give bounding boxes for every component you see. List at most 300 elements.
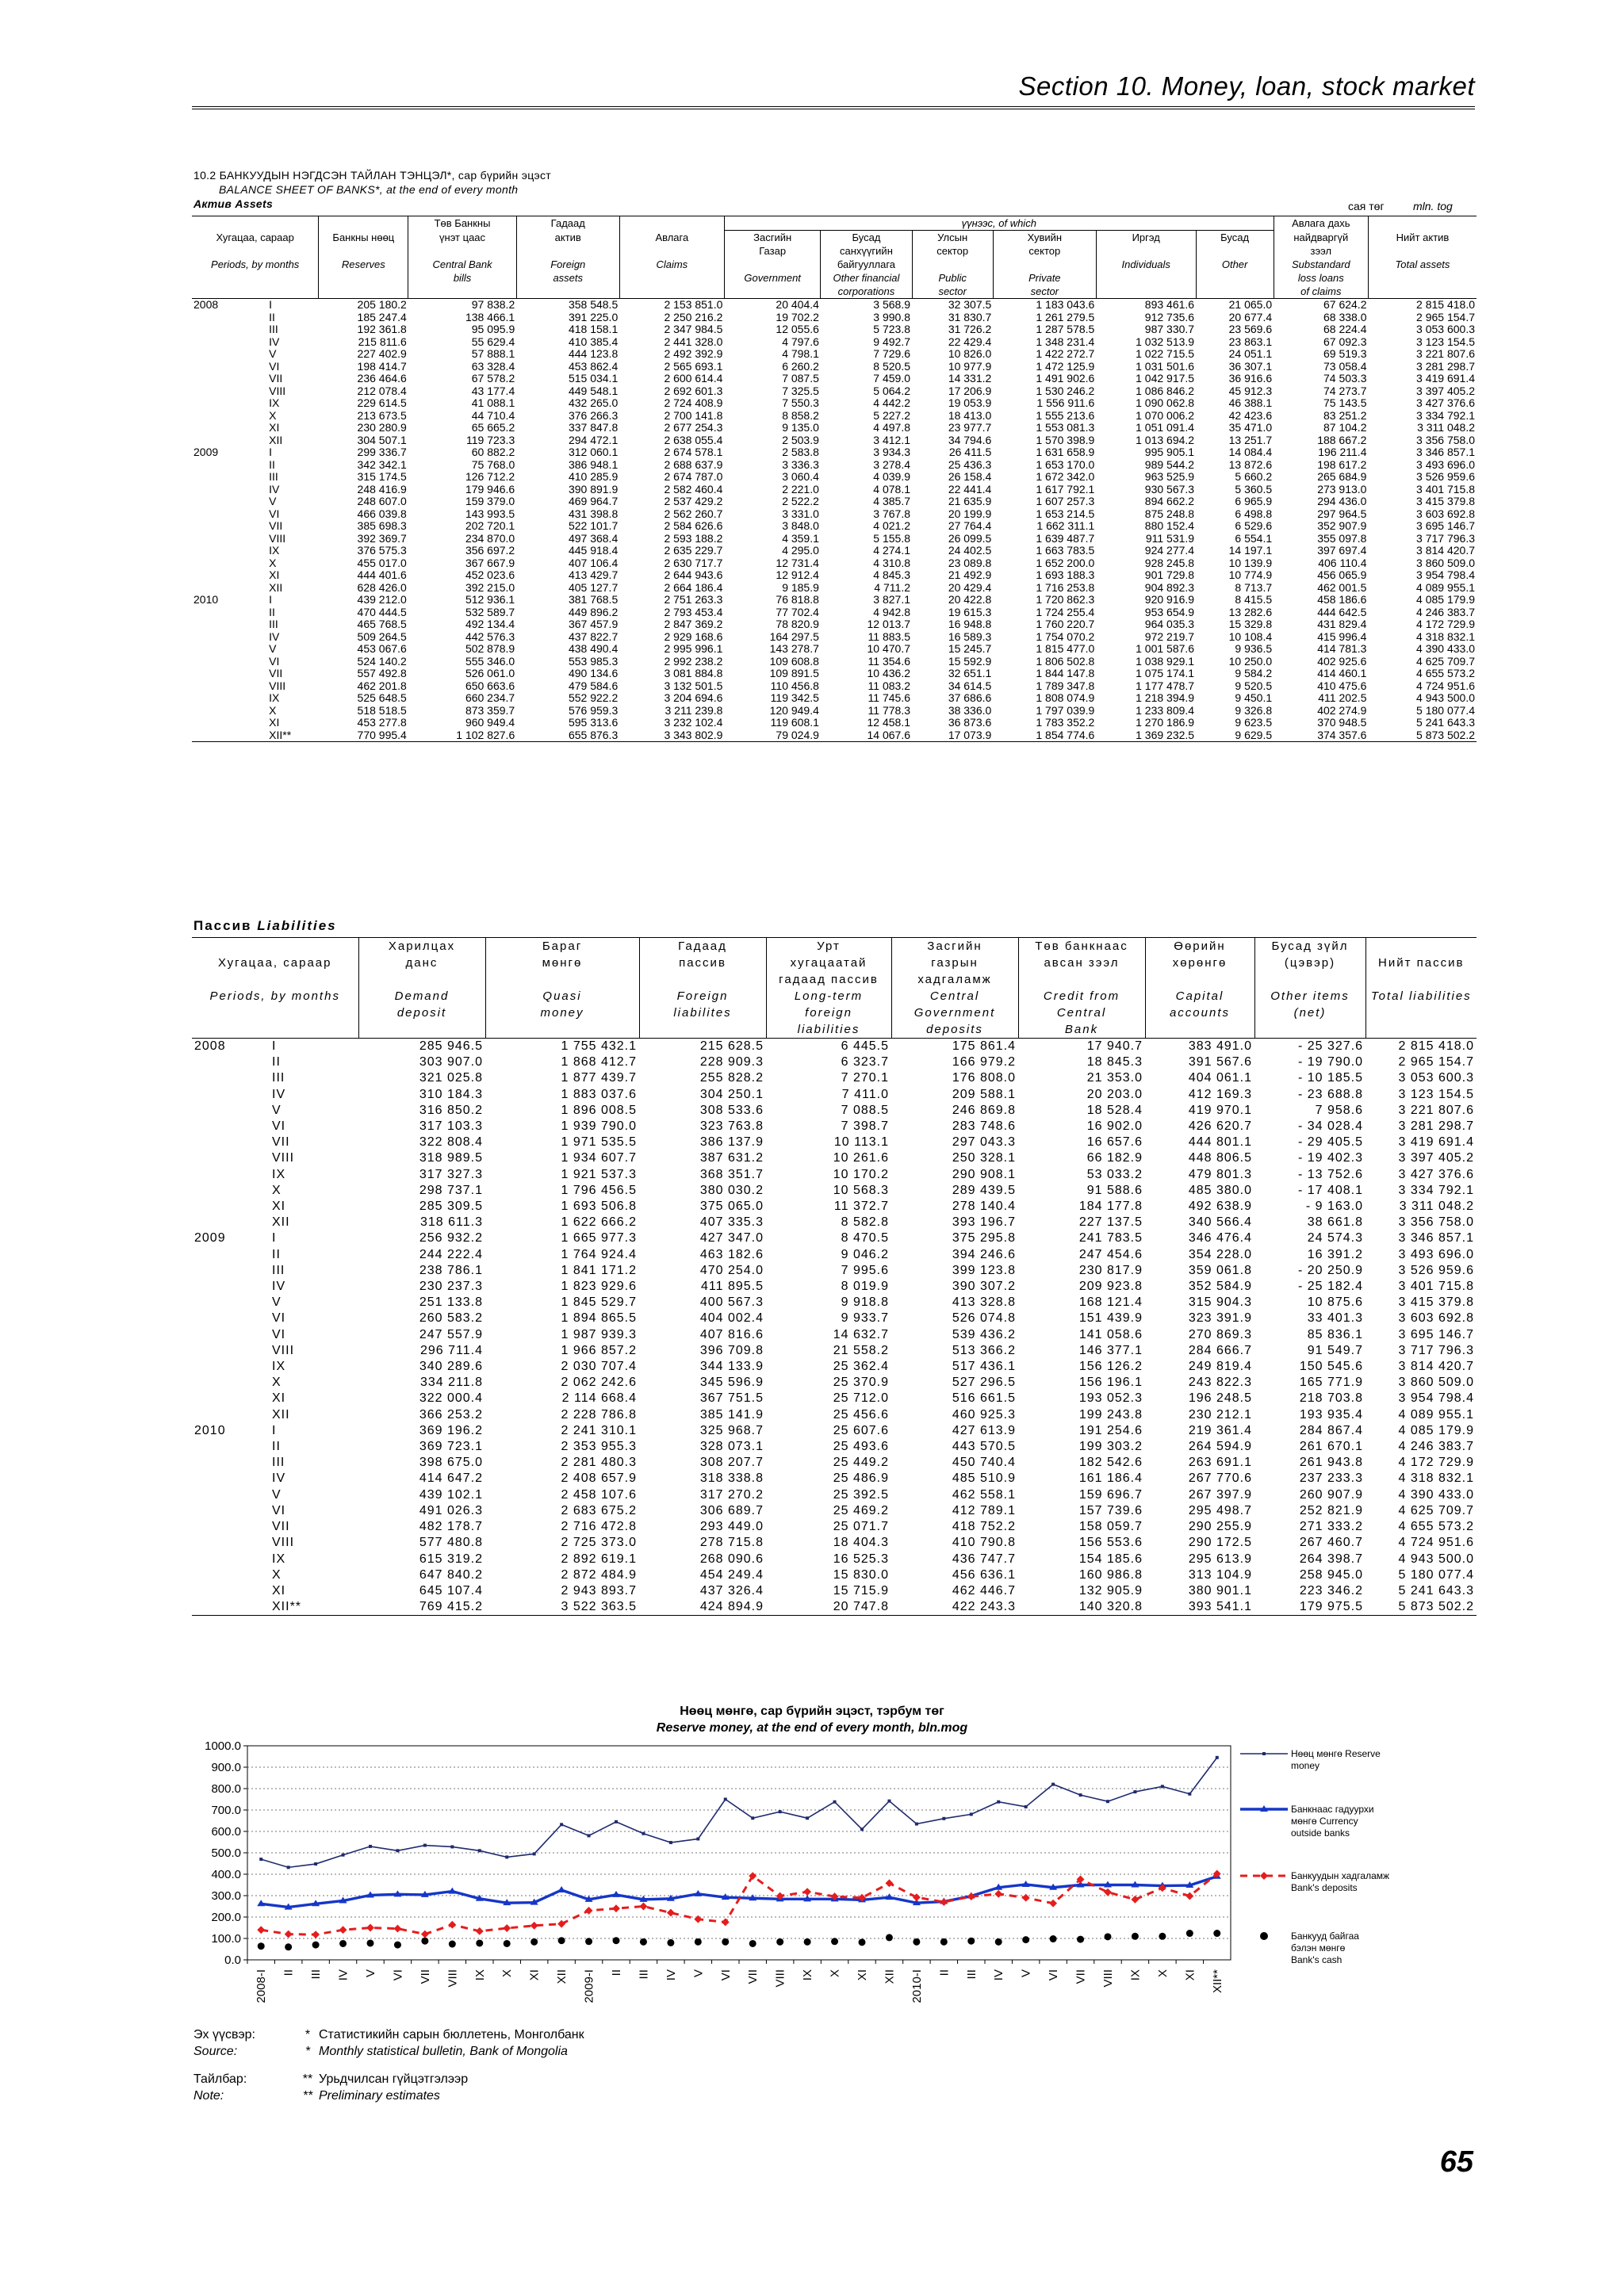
value-cell: 462 201.8 xyxy=(357,679,407,692)
value-cell: 83 251.2 xyxy=(1323,408,1367,422)
point-bank-cash xyxy=(1132,1933,1139,1940)
x-tick-label: XI xyxy=(527,1969,542,1981)
liab-row xyxy=(192,1423,1477,1439)
legend-label: outside banks xyxy=(1291,1827,1350,1839)
value-cell: 76 818.8 xyxy=(776,593,819,606)
value-cell: 422 243.3 xyxy=(952,1600,1016,1614)
value-cell: 38 661.8 xyxy=(1307,1215,1363,1230)
value-cell: 452 023.6 xyxy=(465,568,515,581)
value-cell: 3 281 298.7 xyxy=(1398,1119,1474,1134)
value-cell: 1 022 715.5 xyxy=(1136,347,1195,360)
value-cell: 911 531.9 xyxy=(1145,531,1195,545)
value-cell: 16 948.8 xyxy=(948,618,992,630)
value-cell: 322 000.4 xyxy=(419,1391,483,1406)
value-cell: 21 635.9 xyxy=(948,495,992,507)
x-tick-label: IV xyxy=(992,1969,1006,1981)
value-cell: 2 847 369.2 xyxy=(664,618,723,630)
value-cell: 238 786.1 xyxy=(419,1263,483,1277)
month-cell: X xyxy=(269,408,277,422)
value-cell: 1 754 070.2 xyxy=(1036,629,1095,643)
value-cell: 455 017.0 xyxy=(357,556,407,569)
point-bank-cash xyxy=(613,1937,620,1944)
value-cell: 553 985.3 xyxy=(568,654,619,668)
value-cell: 4 625 709.7 xyxy=(1398,1503,1474,1517)
value-cell: 412 789.1 xyxy=(952,1503,1016,1517)
month-cell: XI xyxy=(269,421,280,434)
value-cell: 264 398.7 xyxy=(1299,1552,1363,1566)
value-cell: 161 186.4 xyxy=(1078,1471,1143,1486)
y-tick-label: 400.0 xyxy=(211,1868,241,1881)
value-cell: 1 921 537.3 xyxy=(561,1167,637,1181)
value-cell: 479 801.3 xyxy=(1188,1167,1252,1181)
value-cell: 2 537 429.2 xyxy=(664,495,723,507)
value-cell: 1 472 125.9 xyxy=(1036,359,1095,373)
legend-point xyxy=(1262,1752,1266,1755)
y-tick-label: 0.0 xyxy=(224,1954,241,1967)
value-cell: 25 607.6 xyxy=(833,1423,889,1437)
value-cell: 2 221.0 xyxy=(782,482,819,496)
point-reserve-money xyxy=(287,1866,290,1869)
value-cell: 444 801.1 xyxy=(1188,1135,1252,1150)
value-cell: 315 174.5 xyxy=(357,470,407,483)
value-cell: 11 778.3 xyxy=(868,703,910,717)
value-cell: 38 336.0 xyxy=(948,703,992,717)
y-tick-label: 200.0 xyxy=(211,1911,241,1924)
value-cell: 445 918.4 xyxy=(568,544,619,557)
assets-row xyxy=(192,299,1477,312)
liab-row xyxy=(192,1279,1477,1295)
point-bank-cash xyxy=(859,1938,866,1946)
value-cell: 16 902.0 xyxy=(1086,1119,1143,1134)
value-cell: 3 568.9 xyxy=(873,298,910,311)
point-reserve-money xyxy=(314,1862,317,1866)
value-cell: 1 038 929.1 xyxy=(1136,654,1195,668)
value-cell: 3 493 696.0 xyxy=(1416,457,1475,471)
year-cell: 2010 xyxy=(193,593,219,606)
value-cell: 213 673.5 xyxy=(357,408,407,422)
value-cell: 380 901.1 xyxy=(1188,1583,1252,1598)
x-tick-label: III xyxy=(964,1969,979,1980)
value-cell: 406 110.4 xyxy=(1318,556,1367,569)
value-cell: 5 360.5 xyxy=(1235,482,1273,496)
assets-row xyxy=(192,607,1477,619)
value-cell: 367 751.5 xyxy=(699,1391,764,1406)
assets-row xyxy=(192,312,1477,324)
assets-row xyxy=(192,668,1477,680)
value-cell: 11 745.6 xyxy=(868,691,910,704)
value-cell: 427 613.9 xyxy=(952,1423,1016,1437)
series-line-currency-outside-banks xyxy=(261,1877,1217,1908)
value-cell: 418 752.2 xyxy=(952,1520,1016,1534)
point-bank-deposits xyxy=(530,1922,538,1930)
month-cell: XII xyxy=(272,1407,290,1422)
value-cell: 3 954 798.4 xyxy=(1398,1391,1474,1406)
value-cell: 1 971 535.5 xyxy=(561,1135,637,1150)
assets-row xyxy=(192,680,1477,693)
value-cell: 8 019.9 xyxy=(841,1280,889,1294)
value-cell: 462 446.7 xyxy=(952,1583,1016,1598)
value-cell: 414 647.2 xyxy=(419,1471,483,1486)
value-cell: 960 949.4 xyxy=(465,716,515,729)
year-cell xyxy=(192,1583,270,1599)
value-cell: 3 331.0 xyxy=(782,507,819,520)
value-cell: 1 553 081.3 xyxy=(1036,421,1095,434)
x-tick-label: X xyxy=(828,1969,842,1978)
point-bank-cash xyxy=(421,1938,428,1945)
year-cell xyxy=(192,1567,270,1583)
value-cell: - 20 250.9 xyxy=(1297,1263,1363,1277)
liabilities-table: Харилцах Бараг Гадаад Урт Засгийн Төв банкнаас Өөрийн Бусад зүйл Хугацаа, сараар данс мөнгө пассив хугацаатай газрын авсан зээл хөрөнгө (цэвэр) Нийт пассив гадаад пассив хадгаламж Periods, by months Demand Quasi Foreign Long-term Central Credit from Capital Other items Total liabilities deposit money liabilites foreign Government Central accounts (net) liabilities deposits Bank 2008 I 285 946.5 1 755 432.1 215 628.5 6 445.5 175 861.4 17 940.7 383 491.0 - 25 327.6 2 815 418.0 II 303 907.0 1 868 412.7 228 909.3 6 323.7 166 979.2 18 845.3 391 567.6 - 19 790.0 2 965 154.7 III 321 025.8 1 877 439.7 255 828.2 7 270.1 176 808.0 21 353.0 404 061.1 - 10 185.5 3 053 600.3 IV 310 184.3 1 883 037.6 304 250.1 7 411.0 209 588.1 20 203.0 412 169.3 - 23 688.8 3 123 154.5 V 316 850.2 1 896 008.5 308 533.6 7 088.5 246 869.8 18 528.4 419 970.1 7 958.6 3 221 807.6 VI 317 103.3 1 939 790.0 323 763.8 7 398.7 283 748.6 16 902.0 426 620.7 - 34 028.4 3 281 298.7 VII 322 808.4 1 971 535.5 386 137.9 10 113.1 297 043.3 16 657.6 444 801.1 - 29 405.5 3 419 691.4 VIII 318 989.5 1 934 607.7 387 631.2 10 261.6 250 328.1 66 182.9 448 806.5 - 19 402.3 3 397 405.2 IX 317 327.3 1 921 537.3 368 351.7 10 170.2 290 908.1 53 033.2 479 801.3 - 13 752.6 3 427 376.6 X 298 737.1 1 796 456.5 380 030.2 10 568.3 289 439.5 91 588.6 485 380.0 - 17 408.1 3 334 792.1 XI 285 309.5 1 693 506.8 375 065.0 11 372.7 278 140.4 184 177.8 492 638.9 - 9 163.0 3 311 048.2 XII 318 611.3 1 622 666.2 407 335.3 8 582.8 393 196.7 227 137.5 340 566.4 38 661.8 3 356 758.0 2009 I 256 932.2 1 665 977.3 427 347.0 8 470.5 375 295.8 241 783.5 346 476.4 24 574.3 3 346 857.1 II 244 222.4 1 764 924.4 463 182.6 9 046.2 394 246.6 247 454.6 354 228.0 16 391.2 3 493 696.0 III 238 786.1 1 841 171.2 470 254.0 7 995.6 399 123.8 230 817.9 359 061.8 - 20 250.9 3 526 959.6 IV 230 237.3 1 823 929.6 411 895.5 8 019.9 390 307.2 209 923.8 352 584.9 - 25 182.4 3 401 715.8 V 251 133.8 1 845 529.7 400 567.3 9 918.8 413 328.8 168 121.4 315 904.3 10 875.6 3 415 379.8 VI 260 583.2 1 894 865.5 404 002.4 9 933.7 526 074.8 151 439.9 323 391.9 33 401.3 3 603 692.8 VI 247 557.9 1 987 939.3 407 816.6 14 632.7 539 436.2 141 058.6 270 869.3 85 836.1 3 695 146.7 VIII 296 711.4 1 966 857.2 396 709.8 21 558.2 513 366.2 146 377.1 284 666.7 91 549.7 3 717 796.3 IX 340 289.6 2 030 707.4 344 133.9 25 362.4 517 436.1 156 126.2 249 819.4 150 545.6 3 814 420.7 X 334 211.8 2 062 242.6 345 596.9 25 370.9 527 296.5 156 196.1 243 822.3 165 771.9 3 860 509.0 XI 322 000.4 2 114 668.4 367 751.5 25 712.0 516 661.5 193 052.3 196 248.5 218 703.8 3 954 798.4 XII 366 253.2 2 228 786.8 385 141.9 25 456.6 460 925.3 199 243.8 230 212.1 193 935.4 4 089 955.1 2010 I 369 196.2 2 241 310.1 325 968.7 25 607.6 427 613.9 191 254.6 219 361.4 284 867.4 4 085 179.9 II 369 723.1 2 353 955.3 328 073.1 25 493.6 443 570.5 199 303.2 264 594.9 261 670.1 4 246 383.7 III 398 675.0 2 281 480.3 308 207.7 25 449.2 450 740.4 182 542.6 263 691.1 261 943.8 4 172 729.9 IV 414 647.2 2 408 657.9 318 338.8 25 486.9 485 510.9 161 186.4 267 770.6 237 233.3 4 318 832.1 V 439 102.1 2 458 107.6 317 270.2 25 392.5 462 558.1 159 696.7 267 397.9 260 907.9 4 390 433.0 VI 491 026.3 2 683 675.2 306 689.7 25 469.2 412 789.1 157 739.6 295 498.7 252 821.9 4 625 709.7 VII 482 178.7 2 716 472.8 293 449.0 25 071.7 418 752.2 158 059.7 290 255.9 271 333.2 4 655 573.2 VIII 577 480.8 2 725 373.0 278 715.8 18 404.3 410 790.8 156 553.6 290 172.5 267 460.7 4 724 951.6 IX 615 319.2 2 892 619.1 268 090.6 16 525.3 436 747.7 154 185.6 295 613.9 264 398.7 4 943 500.0 X 647 840.2 2 872 484.9 454 249.4 15 830.0 456 636.1 160 986.8 313 104.9 258 945.0 5 180 077.4 XI 645 107.4 2 943 893.7 437 326.4 15 715.9 462 446.7 132 905.9 380 901.1 223 346.2 5 241 643.3 XII** 769 415.2 3 522 363.5 424 894.9 20 747.8 422 243.3 140 320.8 393 541.1 179 975.5 5 873 502.2 xyxy=(192,937,1477,1616)
month-cell: VI xyxy=(269,654,280,668)
value-cell: 453 067.6 xyxy=(357,642,407,655)
value-cell: 2 751 263.3 xyxy=(664,593,723,606)
value-cell: 293 449.0 xyxy=(699,1520,764,1534)
point-reserve-money xyxy=(669,1841,672,1844)
value-cell: 443 570.5 xyxy=(952,1440,1016,1454)
value-cell: 393 196.7 xyxy=(952,1215,1016,1230)
month-cell: X xyxy=(269,703,277,717)
value-cell: 7 411.0 xyxy=(841,1087,889,1101)
value-cell: 924 277.4 xyxy=(1144,544,1195,557)
value-cell: 340 289.6 xyxy=(419,1360,483,1374)
value-cell: 2 929 168.6 xyxy=(664,629,723,643)
value-cell: 230 212.1 xyxy=(1188,1407,1252,1422)
value-cell: 444 401.6 xyxy=(357,568,407,581)
value-cell: 3 204 694.6 xyxy=(664,691,723,704)
value-cell: 219 361.4 xyxy=(1188,1423,1252,1437)
value-cell: 577 480.8 xyxy=(419,1536,483,1550)
liab-row xyxy=(192,1407,1477,1423)
year-cell xyxy=(192,668,258,680)
value-cell: 407 335.3 xyxy=(699,1215,764,1230)
point-reserve-money xyxy=(1216,1756,1219,1759)
value-cell: 647 840.2 xyxy=(419,1567,483,1582)
value-cell: 405 127.7 xyxy=(568,580,619,594)
year-cell xyxy=(192,1167,270,1183)
value-cell: 1 693 188.3 xyxy=(1036,568,1095,581)
assets-row xyxy=(192,557,1477,570)
value-cell: 4 943 500.0 xyxy=(1416,691,1475,704)
value-cell: 2 062 242.6 xyxy=(561,1376,637,1390)
value-cell: 527 296.5 xyxy=(952,1376,1016,1390)
x-tick-label: IV xyxy=(664,1969,678,1981)
value-cell: 218 703.8 xyxy=(1299,1391,1363,1406)
liab-row xyxy=(192,1230,1477,1246)
value-cell: 265 684.9 xyxy=(1317,470,1367,483)
value-cell: 650 663.6 xyxy=(465,679,515,692)
value-cell: 164 297.5 xyxy=(769,629,819,643)
value-cell: 9 135.0 xyxy=(782,421,819,434)
month-cell: III xyxy=(272,1263,285,1277)
value-cell: 271 333.2 xyxy=(1299,1520,1363,1534)
value-cell: 223 346.2 xyxy=(1299,1583,1363,1598)
value-cell: 10 977.9 xyxy=(948,359,992,373)
value-cell: 182 542.6 xyxy=(1078,1456,1143,1470)
x-tick-label: VII xyxy=(1074,1969,1088,1984)
value-cell: 284 666.7 xyxy=(1188,1343,1252,1357)
month-cell: IV xyxy=(272,1087,286,1101)
value-cell: 192 361.8 xyxy=(357,323,407,335)
value-cell: 290 908.1 xyxy=(952,1167,1016,1181)
value-cell: 3 415 379.8 xyxy=(1416,495,1475,507)
value-cell: 158 059.7 xyxy=(1078,1520,1143,1534)
value-cell: 3 356 758.0 xyxy=(1398,1215,1474,1230)
value-cell: 10 261.6 xyxy=(833,1151,889,1165)
value-cell: 157 739.6 xyxy=(1078,1503,1143,1517)
value-cell: 2 600 614.4 xyxy=(664,372,723,385)
value-cell: 3 211 239.8 xyxy=(665,703,723,717)
value-cell: 1 652 200.0 xyxy=(1036,556,1095,569)
month-cell: XI xyxy=(269,568,280,581)
liab-row xyxy=(192,1263,1477,1279)
month-cell: IX xyxy=(272,1167,286,1181)
month-cell: VI xyxy=(272,1327,286,1341)
value-cell: 1 987 939.3 xyxy=(561,1327,637,1341)
value-cell: 5 660.2 xyxy=(1235,470,1273,483)
value-cell: 179 975.5 xyxy=(1299,1600,1363,1614)
value-cell: 1 622 666.2 xyxy=(561,1215,637,1230)
value-cell: 2 965 154.7 xyxy=(1416,310,1475,323)
month-cell: II xyxy=(269,310,275,323)
liab-row xyxy=(192,1567,1477,1583)
point-bank-cash xyxy=(504,1940,511,1947)
value-cell: 67 624.2 xyxy=(1323,298,1367,311)
value-cell: 9 629.5 xyxy=(1235,728,1273,741)
value-cell: 386 948.1 xyxy=(568,457,619,471)
value-cell: 526 061.0 xyxy=(465,667,515,679)
value-cell: 227 402.9 xyxy=(357,347,407,360)
value-cell: 176 808.0 xyxy=(952,1071,1016,1085)
value-cell: 261 670.1 xyxy=(1299,1440,1363,1454)
point-reserve-money xyxy=(887,1800,891,1803)
month-cell: IV xyxy=(272,1280,286,1294)
point-bank-cash xyxy=(1077,1936,1084,1943)
value-cell: 4 797.6 xyxy=(782,335,819,348)
month-cell: III xyxy=(272,1071,285,1085)
value-cell: 398 675.0 xyxy=(419,1456,483,1470)
month-cell: VI xyxy=(269,507,280,520)
value-cell: 3 848.0 xyxy=(782,519,819,532)
value-cell: 325 968.7 xyxy=(699,1423,764,1437)
value-cell: 1 348 231.4 xyxy=(1036,335,1095,348)
value-cell: 308 207.7 xyxy=(699,1456,764,1470)
year-cell xyxy=(192,643,258,656)
value-cell: 318 989.5 xyxy=(419,1151,483,1165)
value-cell: 374 357.6 xyxy=(1317,728,1367,741)
value-cell: 1 894 865.5 xyxy=(561,1311,637,1326)
value-cell: 491 026.3 xyxy=(419,1503,483,1517)
point-bank-deposits xyxy=(1022,1894,1030,1902)
year-cell xyxy=(192,1535,270,1551)
value-cell: 2 630 717.7 xyxy=(664,556,723,569)
value-cell: 25 071.7 xyxy=(833,1520,889,1534)
value-cell: 516 661.5 xyxy=(952,1391,1016,1406)
value-cell: 1 724 255.4 xyxy=(1036,605,1095,618)
value-cell: 470 254.0 xyxy=(699,1263,764,1277)
value-cell: 248 607.0 xyxy=(357,495,407,507)
value-cell: 22 429.4 xyxy=(948,335,992,348)
value-cell: 14 067.6 xyxy=(867,728,910,741)
value-cell: 4 310.8 xyxy=(873,556,910,569)
value-cell: 444 123.8 xyxy=(568,347,619,360)
value-cell: 557 492.8 xyxy=(357,667,407,679)
value-cell: 66 182.9 xyxy=(1086,1151,1143,1165)
point-bank-cash xyxy=(967,1938,975,1945)
value-cell: 37 686.6 xyxy=(948,691,992,704)
assets-row xyxy=(192,717,1477,729)
year-cell xyxy=(192,1599,270,1616)
year-cell xyxy=(192,680,258,693)
point-reserve-money xyxy=(1188,1793,1191,1796)
value-cell: 437 822.7 xyxy=(568,629,619,643)
value-cell: 518 518.5 xyxy=(357,703,407,717)
point-reserve-money xyxy=(724,1798,727,1801)
value-cell: 376 575.3 xyxy=(357,544,407,557)
point-bank-cash xyxy=(530,1938,538,1946)
value-cell: 3 397 405.2 xyxy=(1416,384,1475,397)
value-cell: 386 137.9 xyxy=(699,1135,764,1150)
year-cell xyxy=(192,1295,270,1311)
value-cell: 243 822.3 xyxy=(1188,1376,1252,1390)
value-cell: 126 712.2 xyxy=(465,470,515,483)
value-cell: 1 797 039.9 xyxy=(1036,703,1095,717)
value-cell: 1 764 924.4 xyxy=(561,1247,637,1261)
value-cell: 4 085 179.9 xyxy=(1398,1423,1474,1437)
month-cell: II xyxy=(269,605,275,618)
month-cell: XI xyxy=(272,1200,286,1214)
value-cell: 413 328.8 xyxy=(952,1295,1016,1310)
value-cell: 964 035.3 xyxy=(1144,618,1195,630)
year-cell xyxy=(192,631,258,644)
year-cell xyxy=(192,385,258,398)
value-cell: 17 206.9 xyxy=(948,384,992,397)
value-cell: 68 224.4 xyxy=(1323,323,1367,335)
value-cell: 258 945.0 xyxy=(1299,1567,1363,1582)
assets-row xyxy=(192,643,1477,656)
value-cell: 8 582.8 xyxy=(841,1215,889,1230)
assets-row xyxy=(192,618,1477,631)
value-cell: 3 990.8 xyxy=(873,310,910,323)
assets-row xyxy=(192,397,1477,410)
value-cell: 2 674 787.0 xyxy=(664,470,723,483)
value-cell: 419 970.1 xyxy=(1188,1103,1252,1117)
value-cell: 12 013.7 xyxy=(867,618,910,630)
value-cell: 470 444.5 xyxy=(357,605,407,618)
caption-mn: 10.2 БАНКУУДЫН НЭГДСЭН ТАЙЛАН ТЭНЦЭЛ*, сар бүрийн эцэст xyxy=(193,169,551,182)
point-bank-deposits xyxy=(694,1915,702,1923)
value-cell: 184 177.8 xyxy=(1078,1200,1143,1214)
value-cell: 392 369.7 xyxy=(357,531,407,545)
assets-row xyxy=(192,459,1477,472)
year-cell xyxy=(192,459,258,472)
point-bank-deposits xyxy=(612,1904,620,1912)
point-bank-cash xyxy=(722,1938,729,1946)
value-cell: 304 507.1 xyxy=(357,433,407,446)
value-cell: 2 872 484.9 xyxy=(561,1567,637,1582)
footnotes: Эх үүсвэр: * Статистикийн сарын бюллетень, Монголбанк Source: * Monthly statistical bulletin, Bank of Mongolia Тайлбар: ** Урьдчилсан гүйцэтгэлээр Note: ** Preliminary estimates xyxy=(193,2028,584,2103)
value-cell: 453 862.4 xyxy=(568,359,619,373)
value-cell: 5 723.8 xyxy=(873,323,910,335)
month-cell: XI xyxy=(269,716,280,729)
year-cell xyxy=(192,1375,270,1391)
point-reserve-money xyxy=(396,1849,399,1852)
value-cell: 1 369 232.5 xyxy=(1136,728,1195,741)
year-cell xyxy=(192,373,258,385)
value-cell: 4 943 500.0 xyxy=(1398,1552,1474,1566)
assets-row xyxy=(192,520,1477,533)
value-cell: 25 712.0 xyxy=(833,1391,889,1406)
value-cell: 7 398.7 xyxy=(841,1119,889,1134)
assets-row xyxy=(192,336,1477,349)
value-cell: 230 280.9 xyxy=(357,421,407,434)
value-cell: 466 039.8 xyxy=(357,507,407,520)
value-cell: 3 717 796.3 xyxy=(1416,531,1475,545)
year-cell xyxy=(192,1247,270,1263)
value-cell: 367 667.9 xyxy=(465,556,515,569)
value-cell: 11 883.5 xyxy=(868,629,910,643)
value-cell: 3 401 715.8 xyxy=(1416,482,1475,496)
x-tick-label: X xyxy=(1155,1969,1170,1978)
point-reserve-money xyxy=(970,1812,973,1816)
value-cell: 3 336.3 xyxy=(782,457,819,471)
year-cell xyxy=(192,1054,270,1070)
value-cell: 1 653 170.0 xyxy=(1036,457,1095,471)
x-tick-label: VIII xyxy=(1101,1969,1115,1988)
x-tick-label: V xyxy=(691,1969,706,1978)
value-cell: 283 748.6 xyxy=(952,1119,1016,1134)
value-cell: 492 638.9 xyxy=(1188,1200,1252,1214)
value-cell: 63 328.4 xyxy=(471,359,515,373)
point-reserve-money xyxy=(806,1816,809,1820)
x-tick-label: IX xyxy=(473,1969,487,1981)
value-cell: 323 763.8 xyxy=(699,1119,764,1134)
reserve-money-chart xyxy=(198,1736,1483,2006)
y-tick-label: 1000.0 xyxy=(205,1739,241,1753)
value-cell: 34 614.5 xyxy=(948,679,992,692)
x-tick-label: VI xyxy=(1047,1969,1061,1981)
value-cell: 439 102.1 xyxy=(419,1487,483,1502)
value-cell: 6 323.7 xyxy=(841,1055,889,1070)
point-bank-cash xyxy=(940,1938,948,1946)
assets-row xyxy=(192,385,1477,398)
month-cell: V xyxy=(272,1487,282,1502)
liab-row xyxy=(192,1295,1477,1311)
value-cell: 380 030.2 xyxy=(699,1183,764,1197)
value-cell: 4 021.2 xyxy=(873,519,910,532)
value-cell: 25 392.5 xyxy=(833,1487,889,1502)
year-cell xyxy=(192,1343,270,1359)
value-cell: 22 441.4 xyxy=(948,482,992,496)
month-cell: VI xyxy=(272,1503,286,1517)
value-cell: 6 965.9 xyxy=(1235,495,1273,507)
liab-row xyxy=(192,1135,1477,1150)
value-cell: 414 460.1 xyxy=(1317,667,1367,679)
value-cell: 151 439.9 xyxy=(1078,1311,1143,1326)
value-cell: 4 039.9 xyxy=(873,470,910,483)
assets-row xyxy=(192,582,1477,595)
value-cell: 3 526 959.6 xyxy=(1398,1263,1474,1277)
value-cell: 9 520.5 xyxy=(1235,679,1273,692)
month-cell: V xyxy=(269,642,277,655)
month-cell: VIII xyxy=(272,1536,295,1550)
year-cell xyxy=(192,361,258,373)
value-cell: 3 356 758.0 xyxy=(1416,433,1475,446)
point-reserve-money xyxy=(860,1827,864,1831)
point-bank-deposits xyxy=(421,1931,429,1938)
month-cell: IX xyxy=(269,544,280,557)
value-cell: 3 695 146.7 xyxy=(1398,1327,1474,1341)
value-cell: 11 354.6 xyxy=(868,654,910,668)
